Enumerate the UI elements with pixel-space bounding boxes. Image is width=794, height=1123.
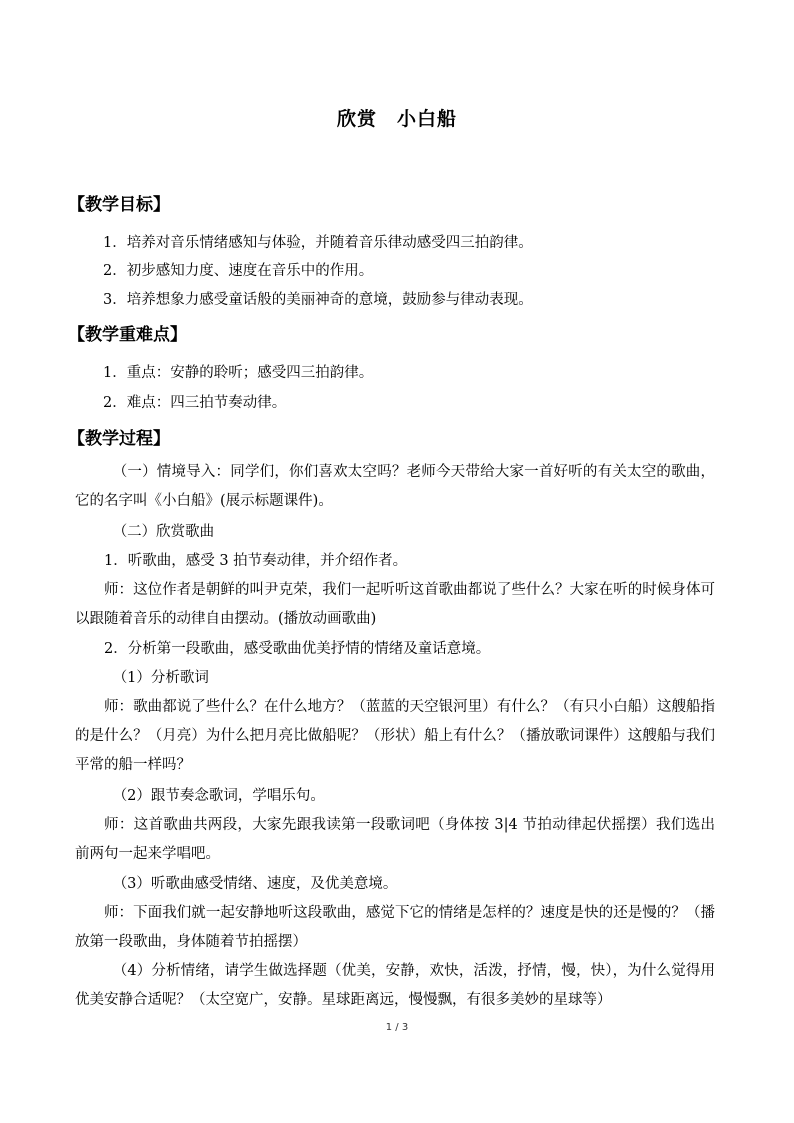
process-paragraph: 1．听歌曲，感受 3 拍节奏动律，并介绍作者。: [104, 553, 408, 569]
objectives-heading: 【教学目标】: [68, 195, 170, 215]
process-paragraph: （一）情境导入：同学们，你们喜欢太空吗？老师今天带给大家一首好听的有关太空的歌曲，它的名字叫《小白船》(展示标题课件)。: [75, 464, 715, 509]
process-paragraph: 师：这位作者是朝鲜的叫尹克荣，我们一起听听这首歌曲都说了些什么？大家在听的时候身体可以跟随着音乐的动律自由摆动。(播放动画歌曲): [75, 582, 715, 627]
page-title: 欣赏 小白船: [336, 108, 457, 130]
key-points-heading: 【教学重难点】: [68, 325, 187, 345]
process-paragraph: 师：下面我们就一起安静地听这段歌曲，感觉下它的情绪是怎样的？速度是快的还是慢的？（播放第一段歌曲，身体随着节拍摇摆）: [75, 905, 715, 950]
key-point-item: 1．重点：安静的聆听；感受四三拍韵律。: [103, 365, 374, 381]
process-paragraph: （2）跟节奏念歌词，学唱乐句。: [112, 788, 325, 804]
process-paragraph: 师：这首歌曲共两段，大家先跟我读第一段歌词吧（身体按 3|4 节拍动律起伏摇摆）我们选出前两句一起来学唱吧。: [75, 817, 715, 862]
process-paragraph: 2．分析第一段歌曲，感受歌曲优美抒情的情绪及童话意境。: [104, 641, 491, 657]
objective-item: 3．培养想象力感受童话般的美丽神奇的意境，鼓励参与律动表现。: [103, 292, 533, 308]
process-heading: 【教学过程】: [68, 429, 170, 449]
key-point-item: 2．难点：四三拍节奏动律。: [103, 395, 287, 411]
page-number: 1 / 3: [385, 1022, 409, 1033]
process-paragraph: （3）听歌曲感受情绪、速度，及优美意境。: [112, 876, 398, 892]
objective-item: 1．培养对音乐情绪感知与体验，并随着音乐律动感受四三拍韵律。: [103, 235, 533, 251]
process-paragraph: （二）欣赏歌曲: [112, 524, 215, 540]
objective-item: 2．初步感知力度、速度在音乐中的作用。: [103, 263, 374, 279]
process-paragraph: 师：歌曲都说了些什么？在什么地方？（蓝蓝的天空银河里）有什么？（有只小白船）这艘船指的是什么？（月亮）为什么把月亮比做船呢？（形状）船上有什么？（播放歌词课件）这艘船与我们平常的船一样吗？: [75, 699, 715, 773]
process-paragraph: （4）分析情绪，请学生做选择题（优美，安静，欢快，活泼，抒情，慢，快），为什么觉得用优美安静合适呢？（太空宽广，安静。星球距离远，慢慢飘，有很多美妙的星球等）: [75, 963, 715, 1008]
process-paragraph: （1）分析歌词: [112, 670, 209, 686]
